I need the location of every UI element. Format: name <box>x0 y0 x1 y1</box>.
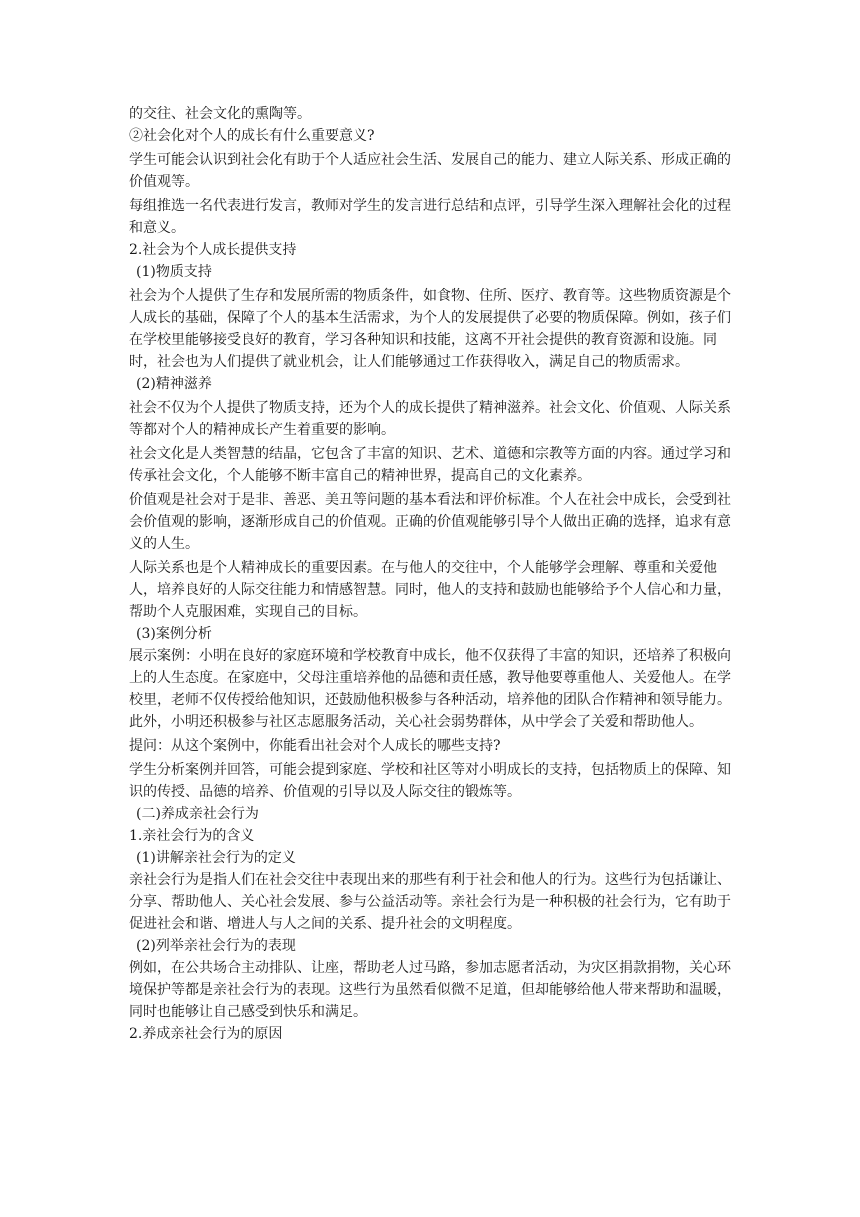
question-text: 提问：从这个案例中，你能看出社会对个人成长的哪些支持? <box>129 738 501 754</box>
subsection-heading: (2)精神滋养 <box>136 376 212 392</box>
section-heading: 2.养成亲社会行为的原因 <box>129 1026 283 1042</box>
case-text: 展示案例：小明在良好的家庭环境和学校教育中成长，他不仅获得了丰富的知识，还培养了积极向上的人生态度。在家庭中，父母注重培养他的品德和责任感，教导他要尊重他人、关爱他人。在学校里，老师不仅传授给他知识，还鼓励他积极参与各种活动，培养他的团队合作精神和领导能力。此外，小明还积极参与社区志愿服务活动，关心社会弱势群体，从中学会了关爱和帮助他人。 <box>129 648 731 730</box>
body-text: 亲社会行为是指人们在社会交往中表现出来的那些有利于社会和他人的行为。这些行为包括谦让、分享、帮助他人、关心社会发展、参与公益活动等。亲社会行为是一种积极的社会行为，它有助于促进社会和谐、增进人与人之间的关系、提升社会的文明程度。 <box>129 872 731 932</box>
body-text: 人际关系也是个人精神成长的重要因素。在与他人的交往中，个人能够学会理解、尊重和关爱他人，培养良好的人际交往能力和情感智慧。同时，他人的支持和鼓励也能够给予个人信心和力量，帮助个人克服困难，实现自己的目标。 <box>129 560 731 620</box>
body-text: 学生可能会认识到社会化有助于个人适应社会生活、发展自己的能力、建立人际关系、形成正确的价值观等。 <box>129 152 731 190</box>
body-text: 例如，在公共场合主动排队、让座，帮助老人过马路，参加志愿者活动，为灾区捐款捐物，关心环境保护等都是亲社会行为的表现。这些行为虽然看似微不足道，但却能够给他人带来帮助和温暖，同时也能够让自己感受到快乐和满足。 <box>129 960 731 1020</box>
body-text: 价值观是社会对于是非、善恶、美丑等问题的基本看法和评价标准。个人在社会中成长，会受到社会价值观的影响，逐渐形成自己的价值观。正确的价值观能够引导个人做出正确的选择，追求有意义的人生。 <box>129 492 731 552</box>
subsection-heading: (1)讲解亲社会行为的定义 <box>136 850 296 866</box>
section-heading: 1.亲社会行为的含义 <box>129 828 255 844</box>
body-text: 的交往、社会文化的熏陶等。 <box>129 106 311 122</box>
section-heading: 2.社会为个人成长提供支持 <box>129 242 297 258</box>
body-text: 每组推选一名代表进行发言，教师对学生的发言进行总结和点评，引导学生深入理解社会化的过程和意义。 <box>129 198 731 236</box>
body-text: 学生分析案例并回答，可能会提到家庭、学校和社区等对小明成长的支持，包括物质上的保障、知识的传授、品德的培养、价值观的引导以及人际交往的锻炼等。 <box>129 762 731 800</box>
subsection-heading: (2)列举亲社会行为的表现 <box>136 938 296 954</box>
body-text: 社会不仅为个人提供了物质支持，还为个人的成长提供了精神滋养。社会文化、价值观、人际关系等都对个人的精神成长产生着重要的影响。 <box>129 400 731 438</box>
body-text: 社会为个人提供了生存和发展所需的物质条件，如食物、住所、医疗、教育等。这些物质资源是个人成长的基础，保障了个人的基本生活需求，为个人的发展提供了必要的物质保障。例如，孩子们在学校里能够接受良好的教育，学习各种知识和技能，这离不开社会提供的教育资源和设施。同时，社会也为人们提供了就业机会，让人们能够通过工作获得收入，满足自己的物质需求。 <box>129 288 731 370</box>
subsection-heading: (1)物质支持 <box>136 264 212 280</box>
document-body <box>129 103 739 1045</box>
subsection-heading: (3)案例分析 <box>136 626 212 642</box>
question-text: ②社会化对个人的成长有什么重要意义? <box>129 128 375 144</box>
chapter-heading: (二)养成亲社会行为 <box>136 806 259 822</box>
body-text: 社会文化是人类智慧的结晶，它包含了丰富的知识、艺术、道德和宗教等方面的内容。通过学习和传承社会文化，个人能够不断丰富自己的精神世界，提高自己的文化素养。 <box>129 446 731 484</box>
